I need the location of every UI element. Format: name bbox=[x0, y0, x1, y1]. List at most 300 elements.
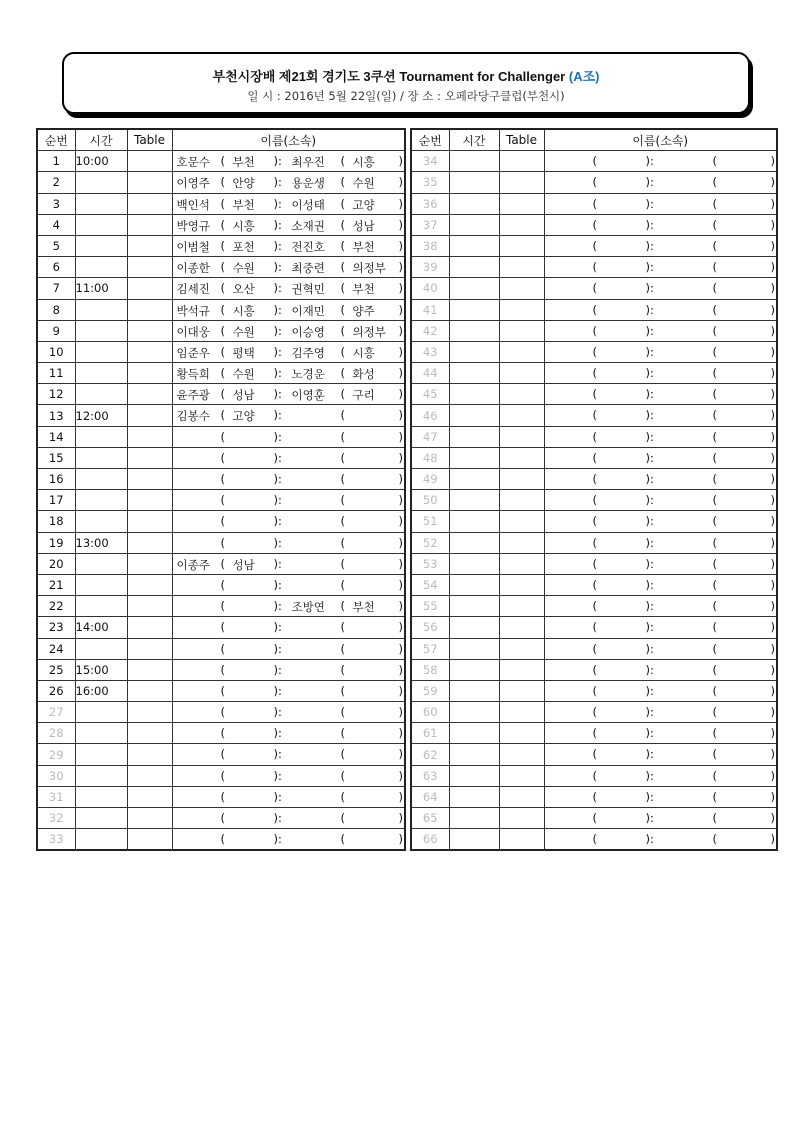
paren-close-colon: ): bbox=[645, 705, 654, 720]
paren-close-colon: ): bbox=[645, 535, 654, 550]
paren-close: ) bbox=[398, 175, 403, 190]
match-time bbox=[75, 447, 127, 468]
paren-close-colon: ): bbox=[273, 683, 282, 698]
paren-open: ( bbox=[712, 281, 717, 296]
header-table: Table bbox=[127, 129, 172, 151]
paren-close: ) bbox=[398, 450, 403, 465]
paren-close: ) bbox=[770, 217, 775, 232]
match-number: 30 bbox=[37, 765, 75, 786]
match-number: 49 bbox=[411, 469, 449, 490]
paren-open: ( bbox=[340, 577, 345, 592]
paren-open: ( bbox=[220, 366, 225, 381]
player2-affiliation: 화성 bbox=[352, 367, 375, 382]
player-names-cell bbox=[544, 744, 777, 765]
player2-name: 김주영 bbox=[291, 345, 325, 360]
match-time bbox=[449, 829, 499, 851]
table-row bbox=[411, 193, 777, 214]
paren-open: ( bbox=[712, 726, 717, 741]
match-number: 45 bbox=[411, 384, 449, 405]
paren-open: ( bbox=[592, 366, 597, 381]
match-number: 25 bbox=[37, 659, 75, 680]
table-row bbox=[411, 765, 777, 786]
match-number: 57 bbox=[411, 638, 449, 659]
player-names-cell bbox=[172, 278, 405, 299]
player-names-cell bbox=[172, 638, 405, 659]
table-number bbox=[127, 278, 172, 299]
match-number: 6 bbox=[37, 257, 75, 278]
paren-open: ( bbox=[592, 705, 597, 720]
table-number bbox=[499, 384, 544, 405]
match-number: 51 bbox=[411, 511, 449, 532]
match-time bbox=[449, 786, 499, 807]
match-number: 43 bbox=[411, 341, 449, 362]
player1-affiliation: 포천 bbox=[232, 239, 255, 254]
paren-close: ) bbox=[770, 472, 775, 486]
match-time bbox=[449, 384, 499, 405]
player2-name: 이영훈 bbox=[291, 388, 325, 403]
table-number bbox=[499, 426, 544, 447]
table-row bbox=[37, 447, 405, 468]
paren-open: ( bbox=[340, 154, 345, 169]
player1-name: 박영규 bbox=[176, 218, 210, 233]
table-row bbox=[37, 363, 405, 384]
player-names-cell bbox=[172, 744, 405, 765]
match-time bbox=[449, 744, 499, 765]
match-time bbox=[449, 214, 499, 235]
player1-affiliation: 수원 bbox=[232, 261, 255, 276]
paren-close: ) bbox=[398, 217, 403, 232]
paren-close-colon: ): bbox=[273, 832, 282, 847]
paren-open: ( bbox=[592, 535, 597, 550]
paren-open: ( bbox=[712, 472, 717, 486]
paren-open: ( bbox=[340, 175, 345, 190]
match-time bbox=[75, 596, 127, 617]
table-number bbox=[127, 829, 172, 851]
player-names-cell bbox=[172, 659, 405, 680]
match-number: 44 bbox=[411, 363, 449, 384]
paren-open: ( bbox=[220, 683, 225, 698]
paren-close-colon: ): bbox=[273, 154, 282, 169]
player-names-cell bbox=[544, 829, 777, 851]
player-names-cell bbox=[172, 574, 405, 595]
match-number: 21 bbox=[37, 574, 75, 595]
paren-open: ( bbox=[592, 747, 597, 762]
table-row bbox=[37, 744, 405, 765]
paren-open: ( bbox=[220, 302, 225, 317]
paren-close: ) bbox=[770, 429, 775, 444]
paren-open: ( bbox=[592, 726, 597, 741]
player-names-cell bbox=[544, 363, 777, 384]
paren-close: ) bbox=[398, 493, 403, 508]
paren-close: ) bbox=[770, 599, 775, 614]
player-names-cell bbox=[172, 680, 405, 701]
paren-open: ( bbox=[220, 747, 225, 762]
player2-name: 용운생 bbox=[291, 176, 325, 191]
paren-close: ) bbox=[770, 302, 775, 317]
paren-open: ( bbox=[592, 217, 597, 232]
match-number: 59 bbox=[411, 680, 449, 701]
table-row bbox=[411, 490, 777, 511]
paren-open: ( bbox=[340, 599, 345, 614]
table-row bbox=[37, 702, 405, 723]
paren-close-colon: ): bbox=[645, 344, 654, 359]
table-number bbox=[127, 511, 172, 532]
table-row bbox=[37, 638, 405, 659]
player-names-cell bbox=[544, 320, 777, 341]
paren-open: ( bbox=[712, 196, 717, 211]
player-names-cell bbox=[544, 617, 777, 638]
table-row bbox=[37, 214, 405, 235]
player-names-cell bbox=[172, 786, 405, 807]
table-row bbox=[411, 341, 777, 362]
match-time bbox=[75, 574, 127, 595]
paren-open: ( bbox=[712, 429, 717, 444]
table-number bbox=[499, 363, 544, 384]
match-number: 64 bbox=[411, 786, 449, 807]
paren-open: ( bbox=[592, 344, 597, 359]
table-row bbox=[37, 151, 405, 172]
match-time bbox=[449, 490, 499, 511]
player-names-cell bbox=[172, 829, 405, 851]
table-row bbox=[37, 532, 405, 553]
player-names-cell bbox=[544, 638, 777, 659]
paren-close: ) bbox=[770, 641, 775, 656]
table-row bbox=[411, 469, 777, 490]
match-time bbox=[449, 172, 499, 193]
paren-close: ) bbox=[770, 705, 775, 720]
paren-close-colon: ): bbox=[273, 472, 282, 486]
title-main: 부천시장배 제21회 경기도 3쿠션 Tournament for Challenger bbox=[212, 69, 566, 84]
paren-close: ) bbox=[398, 472, 403, 486]
match-number: 65 bbox=[411, 808, 449, 829]
header-table: Table bbox=[499, 129, 544, 151]
player2-name: 노경운 bbox=[291, 367, 325, 382]
left-bracket-table bbox=[36, 128, 406, 851]
player-names-cell bbox=[172, 490, 405, 511]
table-number bbox=[127, 257, 172, 278]
paren-close: ) bbox=[770, 408, 775, 423]
player-names-cell bbox=[544, 723, 777, 744]
match-time bbox=[449, 702, 499, 723]
match-time: 12:00 bbox=[75, 405, 127, 426]
table-row bbox=[411, 384, 777, 405]
match-number: 54 bbox=[411, 574, 449, 595]
player1-name: 김봉수 bbox=[176, 409, 210, 424]
match-time bbox=[449, 151, 499, 172]
paren-open: ( bbox=[712, 662, 717, 677]
header-time: 시간 bbox=[449, 129, 499, 151]
paren-open: ( bbox=[220, 154, 225, 169]
match-time bbox=[75, 744, 127, 765]
player-names-cell bbox=[172, 426, 405, 447]
paren-close: ) bbox=[770, 387, 775, 402]
paren-close: ) bbox=[770, 260, 775, 275]
table-number bbox=[499, 469, 544, 490]
player-names-cell bbox=[544, 808, 777, 829]
player2-affiliation: 의정부 bbox=[352, 324, 386, 339]
title-box bbox=[62, 52, 750, 114]
player2-affiliation: 부천 bbox=[352, 282, 375, 297]
table-row bbox=[411, 172, 777, 193]
paren-open: ( bbox=[592, 260, 597, 275]
match-time bbox=[75, 214, 127, 235]
table-number bbox=[499, 702, 544, 723]
paren-open: ( bbox=[220, 472, 225, 486]
paren-close: ) bbox=[398, 154, 403, 169]
paren-close-colon: ): bbox=[645, 323, 654, 338]
paren-close-colon: ): bbox=[645, 408, 654, 423]
paren-close-colon: ): bbox=[273, 408, 282, 423]
paren-open: ( bbox=[592, 302, 597, 317]
player-names-cell bbox=[544, 151, 777, 172]
player-names-cell bbox=[172, 299, 405, 320]
table-row bbox=[37, 405, 405, 426]
table-row bbox=[37, 808, 405, 829]
player-names-cell bbox=[172, 532, 405, 553]
paren-open: ( bbox=[340, 450, 345, 465]
paren-close-colon: ): bbox=[273, 599, 282, 614]
match-time bbox=[75, 808, 127, 829]
paren-open: ( bbox=[712, 323, 717, 338]
paren-open: ( bbox=[712, 450, 717, 465]
paren-open: ( bbox=[340, 217, 345, 232]
paren-close-colon: ): bbox=[273, 302, 282, 317]
player-names-cell bbox=[544, 659, 777, 680]
table-row bbox=[37, 193, 405, 214]
paren-close-colon: ): bbox=[645, 789, 654, 804]
player-names-cell bbox=[172, 257, 405, 278]
table-number bbox=[127, 659, 172, 680]
match-time bbox=[449, 723, 499, 744]
paren-close-colon: ): bbox=[645, 154, 654, 169]
table-number bbox=[499, 638, 544, 659]
match-number: 35 bbox=[411, 172, 449, 193]
paren-open: ( bbox=[712, 238, 717, 253]
paren-close-colon: ): bbox=[645, 493, 654, 508]
table-number bbox=[499, 574, 544, 595]
match-number: 32 bbox=[37, 808, 75, 829]
paren-close: ) bbox=[770, 789, 775, 804]
paren-open: ( bbox=[592, 387, 597, 402]
table-number bbox=[499, 447, 544, 468]
table-number bbox=[499, 151, 544, 172]
paren-close: ) bbox=[398, 387, 403, 402]
match-number: 7 bbox=[37, 278, 75, 299]
match-number: 28 bbox=[37, 723, 75, 744]
match-number: 11 bbox=[37, 363, 75, 384]
paren-close: ) bbox=[770, 175, 775, 190]
paren-close-colon: ): bbox=[645, 620, 654, 635]
right-header-row bbox=[411, 129, 777, 151]
paren-close-colon: ): bbox=[645, 217, 654, 232]
table-number bbox=[127, 765, 172, 786]
paren-open: ( bbox=[712, 599, 717, 614]
match-time bbox=[75, 490, 127, 511]
match-number: 29 bbox=[37, 744, 75, 765]
paren-open: ( bbox=[712, 344, 717, 359]
paren-open: ( bbox=[712, 366, 717, 381]
player1-affiliation: 부천 bbox=[232, 197, 255, 212]
paren-open: ( bbox=[712, 493, 717, 508]
paren-open: ( bbox=[712, 832, 717, 847]
paren-open: ( bbox=[340, 705, 345, 720]
table-row bbox=[411, 235, 777, 256]
player1-affiliation: 수원 bbox=[232, 367, 255, 382]
paren-open: ( bbox=[592, 789, 597, 804]
paren-close-colon: ): bbox=[645, 196, 654, 211]
table-number bbox=[127, 299, 172, 320]
paren-close: ) bbox=[398, 811, 403, 825]
table-number bbox=[127, 363, 172, 384]
paren-close: ) bbox=[398, 408, 403, 423]
table-row bbox=[37, 426, 405, 447]
player1-affiliation: 성남 bbox=[232, 557, 255, 572]
paren-open: ( bbox=[220, 599, 225, 614]
paren-close-colon: ): bbox=[645, 599, 654, 614]
match-time bbox=[449, 235, 499, 256]
paren-close-colon: ): bbox=[645, 577, 654, 592]
player-names-cell bbox=[544, 680, 777, 701]
paren-close-colon: ): bbox=[273, 217, 282, 232]
paren-open: ( bbox=[220, 514, 225, 529]
player2-name: 소재권 bbox=[291, 218, 325, 233]
paren-open: ( bbox=[220, 577, 225, 592]
table-row bbox=[411, 299, 777, 320]
table-row bbox=[411, 278, 777, 299]
match-number: 34 bbox=[411, 151, 449, 172]
player2-name: 이승영 bbox=[291, 324, 325, 339]
player-names-cell bbox=[172, 405, 405, 426]
table-row bbox=[37, 596, 405, 617]
table-row bbox=[37, 617, 405, 638]
paren-close: ) bbox=[770, 514, 775, 529]
table-row bbox=[411, 574, 777, 595]
paren-close-colon: ): bbox=[273, 768, 282, 783]
table-number bbox=[499, 511, 544, 532]
paren-close-colon: ): bbox=[645, 726, 654, 741]
paren-open: ( bbox=[340, 408, 345, 423]
paren-close-colon: ): bbox=[645, 429, 654, 444]
paren-close-colon: ): bbox=[273, 344, 282, 359]
paren-open: ( bbox=[340, 514, 345, 529]
table-row bbox=[37, 320, 405, 341]
paren-close: ) bbox=[398, 238, 403, 253]
table-number bbox=[499, 405, 544, 426]
table-number bbox=[499, 765, 544, 786]
table-number bbox=[127, 617, 172, 638]
paren-close-colon: ): bbox=[645, 514, 654, 529]
player2-affiliation: 의정부 bbox=[352, 261, 386, 276]
table-row bbox=[37, 659, 405, 680]
tournament-title bbox=[64, 66, 748, 85]
table-number bbox=[127, 744, 172, 765]
paren-close: ) bbox=[770, 811, 775, 825]
paren-close: ) bbox=[398, 620, 403, 635]
table-number bbox=[127, 638, 172, 659]
match-time bbox=[75, 553, 127, 574]
player2-affiliation: 부천 bbox=[352, 239, 375, 254]
match-number: 2 bbox=[37, 172, 75, 193]
table-number bbox=[499, 193, 544, 214]
table-row bbox=[37, 469, 405, 490]
player2-affiliation: 부천 bbox=[352, 600, 375, 615]
table-row bbox=[37, 341, 405, 362]
match-time bbox=[449, 659, 499, 680]
player-names-cell bbox=[544, 214, 777, 235]
paren-open: ( bbox=[340, 620, 345, 635]
paren-open: ( bbox=[592, 196, 597, 211]
paren-open: ( bbox=[712, 154, 717, 169]
match-number: 62 bbox=[411, 744, 449, 765]
match-time bbox=[75, 511, 127, 532]
paren-open: ( bbox=[592, 556, 597, 571]
paren-open: ( bbox=[220, 344, 225, 359]
paren-open: ( bbox=[220, 175, 225, 190]
table-row bbox=[37, 384, 405, 405]
paren-open: ( bbox=[712, 387, 717, 402]
match-time bbox=[449, 299, 499, 320]
paren-open: ( bbox=[220, 556, 225, 571]
paren-open: ( bbox=[712, 175, 717, 190]
match-number: 33 bbox=[37, 829, 75, 851]
player-names-cell bbox=[544, 469, 777, 490]
player2-name: 최중련 bbox=[291, 261, 325, 276]
table-row bbox=[37, 172, 405, 193]
paren-open: ( bbox=[712, 789, 717, 804]
right-bracket-table bbox=[410, 128, 778, 851]
match-time: 15:00 bbox=[75, 659, 127, 680]
match-number: 47 bbox=[411, 426, 449, 447]
table-row bbox=[411, 553, 777, 574]
player1-affiliation: 시흥 bbox=[232, 218, 255, 233]
table-row bbox=[411, 808, 777, 829]
match-time bbox=[75, 638, 127, 659]
table-number bbox=[127, 214, 172, 235]
player-names-cell bbox=[544, 553, 777, 574]
table-row bbox=[411, 532, 777, 553]
paren-close-colon: ): bbox=[273, 238, 282, 253]
paren-open: ( bbox=[712, 683, 717, 698]
match-number: 27 bbox=[37, 702, 75, 723]
player-names-cell bbox=[544, 574, 777, 595]
match-time bbox=[449, 193, 499, 214]
paren-close-colon: ): bbox=[645, 662, 654, 677]
paren-open: ( bbox=[592, 175, 597, 190]
player2-affiliation: 양주 bbox=[352, 303, 375, 318]
player-names-cell bbox=[544, 511, 777, 532]
paren-open: ( bbox=[220, 260, 225, 275]
match-number: 61 bbox=[411, 723, 449, 744]
paren-open: ( bbox=[712, 514, 717, 529]
table-row bbox=[411, 426, 777, 447]
player1-name: 이대웅 bbox=[176, 324, 210, 339]
player-names-cell bbox=[544, 384, 777, 405]
paren-open: ( bbox=[592, 514, 597, 529]
match-time bbox=[449, 278, 499, 299]
paren-close: ) bbox=[770, 323, 775, 338]
paren-close: ) bbox=[398, 556, 403, 571]
paren-open: ( bbox=[220, 387, 225, 402]
paren-close: ) bbox=[398, 726, 403, 741]
paren-open: ( bbox=[712, 641, 717, 656]
table-number bbox=[127, 532, 172, 553]
paren-close-colon: ): bbox=[273, 493, 282, 508]
paren-close-colon: ): bbox=[273, 726, 282, 741]
table-number bbox=[127, 702, 172, 723]
player-names-cell bbox=[172, 808, 405, 829]
match-time bbox=[449, 405, 499, 426]
table-row bbox=[411, 659, 777, 680]
